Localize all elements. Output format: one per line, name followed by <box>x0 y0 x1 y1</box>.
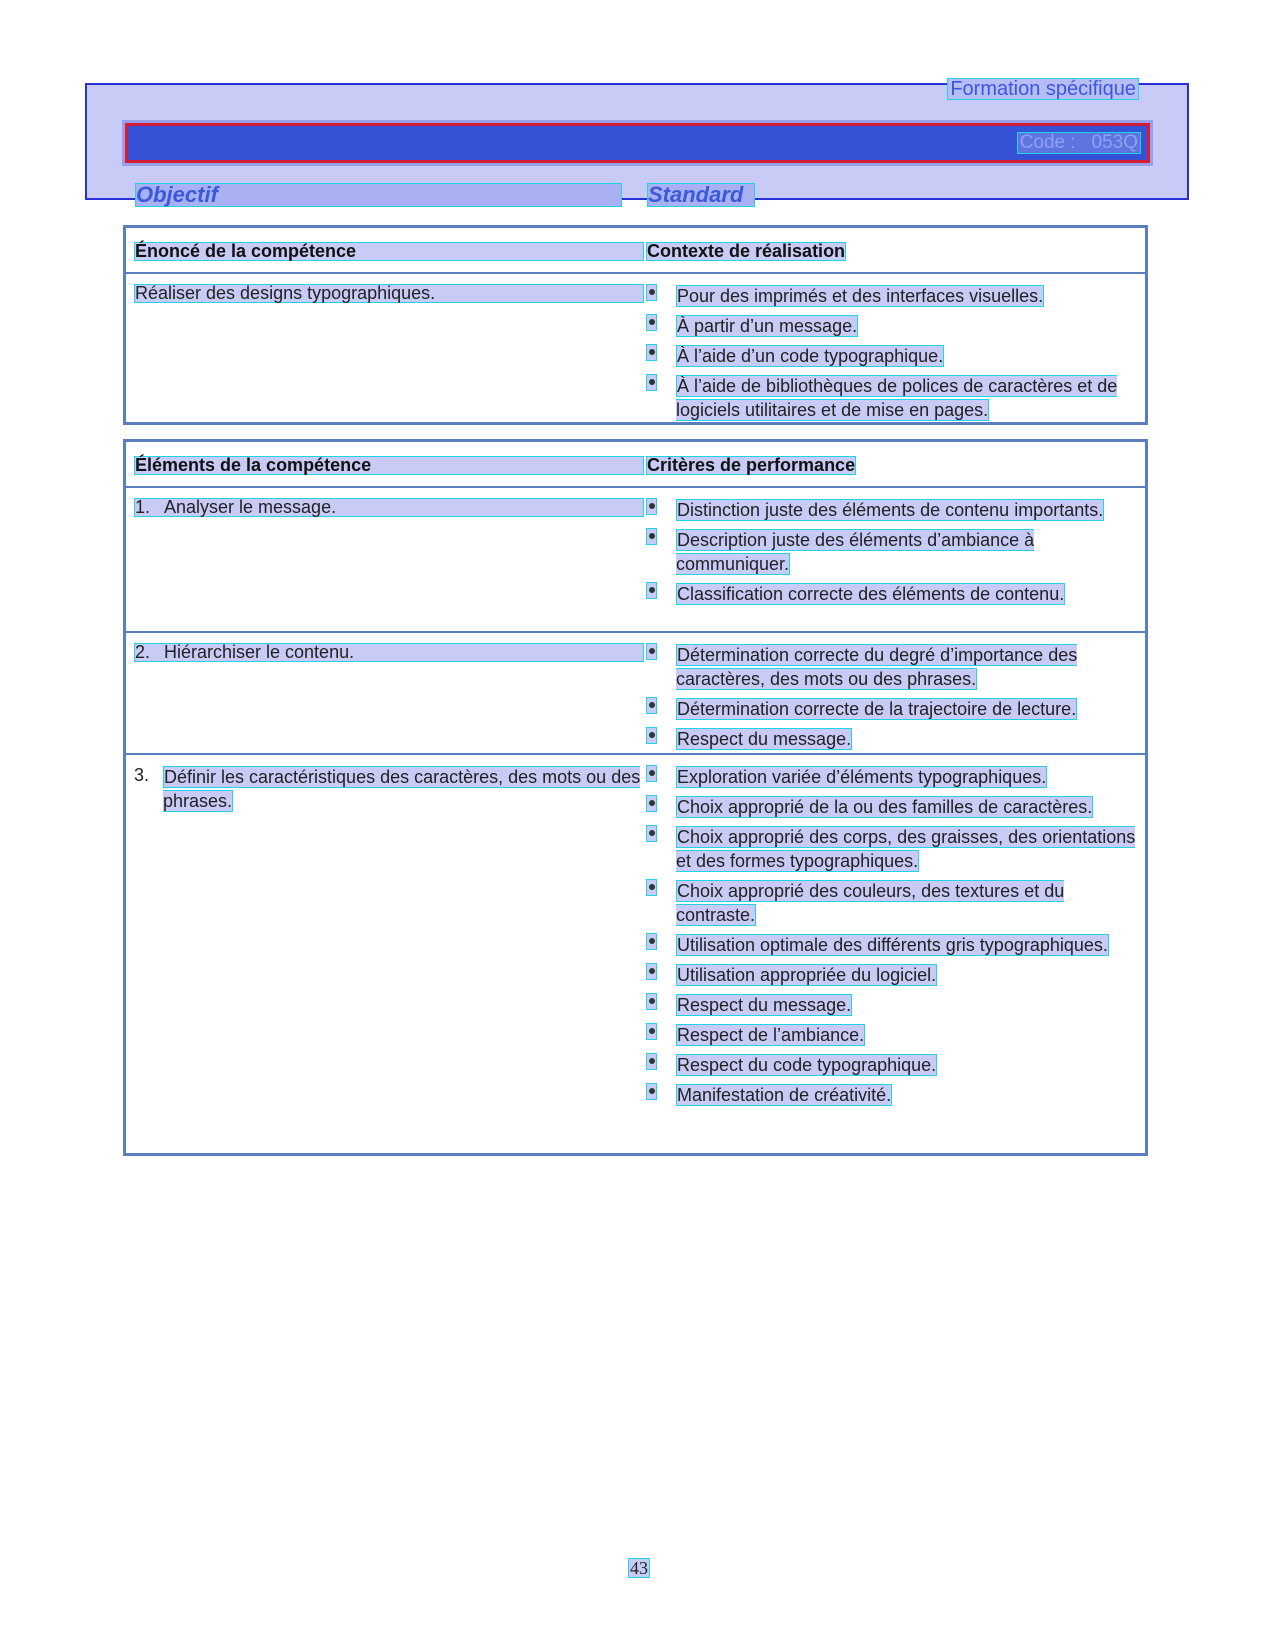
list-item: Choix approprié des corps, des graisses, des orientations et des formes typographiques. <box>646 825 1141 873</box>
contexte-heading: Contexte de réalisation <box>647 241 846 261</box>
element-row-2 <box>126 633 1145 755</box>
list-item: Respect du message. <box>646 727 1141 751</box>
bullet-icon <box>646 284 657 301</box>
list-item: Détermination correcte du degré d’importance des caractères, des mots ou des phrases. <box>646 643 1141 691</box>
bullet-icon <box>646 582 657 599</box>
enonce-text: Réaliser des designs typographiques. <box>134 284 644 303</box>
bullet-icon <box>646 1083 657 1100</box>
code-label: Code : 053Q <box>1017 132 1141 154</box>
bullet-icon <box>646 727 657 744</box>
bullet-icon <box>646 993 657 1010</box>
criteres-list <box>646 498 1141 612</box>
elements-heading: Éléments de la compétence <box>134 456 644 475</box>
competence-row <box>126 274 1145 424</box>
element-text: 2. Hiérarchiser le contenu. <box>134 643 644 662</box>
formation-title: Formation spécifique <box>947 78 1139 100</box>
bullet-icon <box>646 933 657 950</box>
list-item: Distinction juste des éléments de contenu importants. <box>646 498 1141 522</box>
list-item: À partir d’un message. <box>646 314 1141 338</box>
list-item: Choix approprié de la ou des familles de caractères. <box>646 795 1141 819</box>
element-text: 3. Définir les caractéristiques des caractères, des mots ou des phrases. <box>134 765 641 811</box>
criteres-heading: Critères de performance <box>647 455 856 475</box>
bullet-icon <box>646 765 657 782</box>
element-row-3 <box>126 755 1145 1155</box>
elements-table-head <box>126 442 1145 488</box>
list-item: Exploration variée d’éléments typographiques. <box>646 765 1141 789</box>
element-text: 1. Analyser le message. <box>134 498 644 517</box>
bullet-icon <box>646 344 657 361</box>
header-band <box>85 78 1189 207</box>
bullet-icon <box>646 528 657 545</box>
competence-table-head <box>126 228 1145 274</box>
column-headings <box>135 183 1155 207</box>
criteres-list <box>646 643 1141 757</box>
bullet-icon <box>646 498 657 515</box>
bullet-icon <box>646 1053 657 1070</box>
bullet-icon <box>646 795 657 812</box>
list-item: Respect du code typographique. <box>646 1053 1141 1077</box>
bullet-icon <box>646 1023 657 1040</box>
list-item: À l’aide de bibliothèques de polices de caractères et de logiciels utilitaires et de mise en pages. <box>646 374 1141 422</box>
list-item: Classification correcte des éléments de contenu. <box>646 582 1141 606</box>
bullet-icon <box>646 374 657 391</box>
list-item: Respect de l’ambiance. <box>646 1023 1141 1047</box>
list-item: Détermination correcte de la trajectoire de lecture. <box>646 697 1141 721</box>
element-row-1 <box>126 488 1145 633</box>
bullet-icon <box>646 825 657 842</box>
code-bar <box>125 123 1150 163</box>
list-item: Utilisation appropriée du logiciel. <box>646 963 1141 987</box>
list-item: Utilisation optimale des différents gris typographiques. <box>646 933 1141 957</box>
contexte-list <box>646 284 1141 428</box>
bullet-icon <box>646 697 657 714</box>
competence-table <box>123 225 1148 425</box>
list-item: Manifestation de créativité. <box>646 1083 1141 1107</box>
page-number: 43 <box>630 1558 648 1578</box>
bullet-icon <box>646 643 657 660</box>
bullet-icon <box>646 314 657 331</box>
bullet-icon <box>646 879 657 896</box>
list-item: Choix approprié des couleurs, des textures et du contraste. <box>646 879 1141 927</box>
criteres-list <box>646 765 1141 1113</box>
list-item: Pour des imprimés et des interfaces visuelles. <box>646 284 1141 308</box>
standard-heading: Standard <box>647 183 755 207</box>
list-item: Respect du message. <box>646 993 1141 1017</box>
elements-table <box>123 439 1148 1156</box>
list-item: À l’aide d’un code typographique. <box>646 344 1141 368</box>
bullet-icon <box>646 963 657 980</box>
objectif-heading: Objectif <box>135 183 622 207</box>
enonce-heading: Énoncé de la compétence <box>134 242 644 261</box>
list-item: Description juste des éléments d’ambiance à communiquer. <box>646 528 1141 576</box>
